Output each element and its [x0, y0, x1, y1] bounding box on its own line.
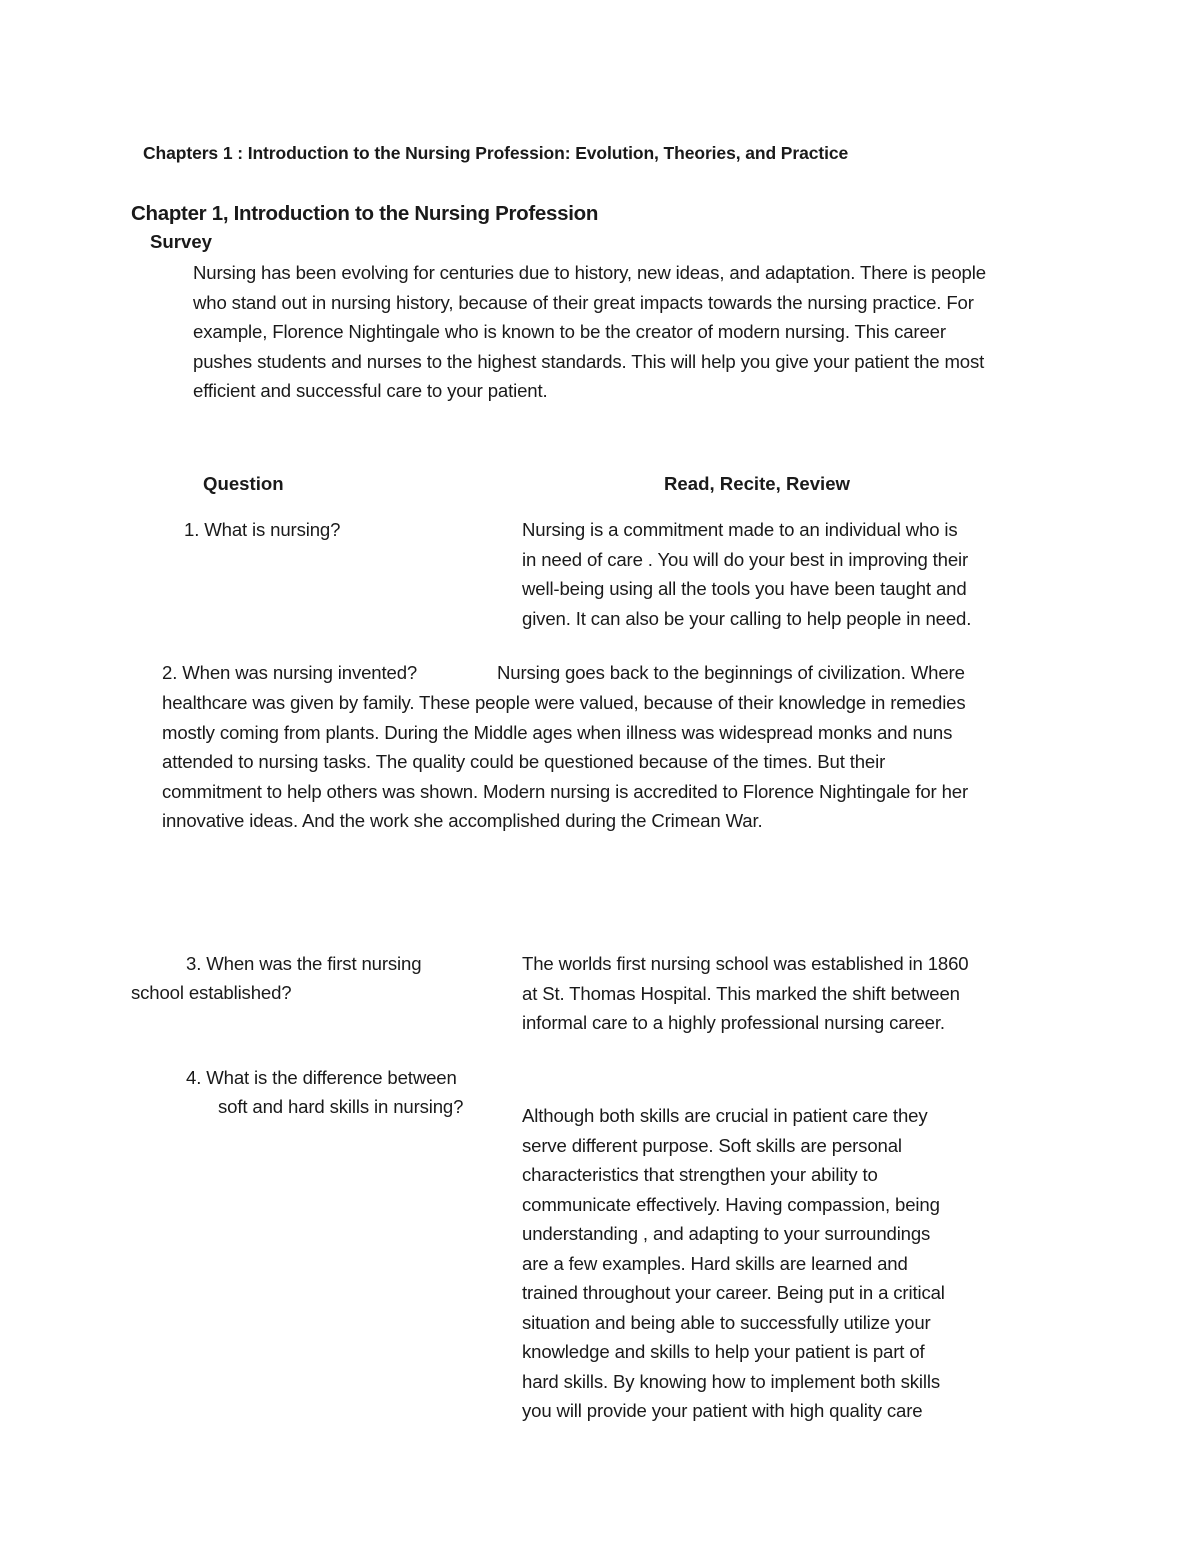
- question-2: 2. When was nursing invented?: [162, 662, 418, 683]
- survey-line: pushes students and nurses to the highest standards. This will help you give your patient the most: [193, 350, 985, 372]
- question-column-heading: Question: [203, 473, 284, 494]
- answer-line: healthcare was given by family. These people were valued, because of their knowledge in remedies: [162, 692, 966, 713]
- answer-line: innovative ideas. And the work she accomplished during the Crimean War.: [162, 810, 763, 831]
- answer-line: The worlds first nursing school was established in 1860: [522, 953, 969, 974]
- answer-line: hard skills. By knowing how to implement both skills: [522, 1370, 940, 1392]
- answer-4: [522, 1101, 945, 1426]
- answer-2: [162, 688, 968, 836]
- chapter-heading: Chapter 1, Introduction to the Nursing Profession: [131, 202, 599, 225]
- answer-line: understanding , and adapting to your surroundings: [522, 1223, 931, 1244]
- answer-line: characteristics that strengthen your ability to: [522, 1164, 878, 1185]
- answer-line: situation and being able to successfully utilize your: [522, 1311, 931, 1333]
- answer-line: well-being using all the tools you have been taught and: [522, 578, 967, 599]
- answer-line: you will provide your patient with high quality care: [522, 1400, 923, 1421]
- survey-label: Survey: [150, 231, 213, 252]
- answer-line: mostly coming from plants. During the Middle ages when illness was widespread monks and nuns: [162, 721, 953, 743]
- answer-2-first-line: Nursing goes back to the beginnings of civilization. Where: [497, 662, 965, 683]
- answer-line: given. It can also be your calling to help people in need.: [522, 607, 972, 629]
- survey-line: example, Florence Nightingale who is known to be the creator of modern nursing. This career: [193, 321, 946, 342]
- review-column-heading: Read, Recite, Review: [664, 473, 851, 494]
- question-1: 1. What is nursing?: [184, 519, 341, 540]
- answer-line: communicate effectively. Having compassion, being: [522, 1193, 940, 1215]
- answer-line: informal care to a highly professional nursing career.: [522, 1012, 945, 1033]
- answer-line: in need of care . You will do your best in improving their: [522, 548, 969, 570]
- survey-line: efficient and successful care to your patient.: [193, 380, 548, 401]
- answer-1: [522, 515, 971, 633]
- answer-line: are a few examples. Hard skills are learned and: [522, 1252, 908, 1274]
- answer-3: [522, 949, 969, 1038]
- question-4-line-2: soft and hard skills in nursing?: [218, 1096, 464, 1117]
- question-4-line-1: 4. What is the difference between: [186, 1067, 457, 1088]
- answer-line: Although both skills are crucial in patient care they: [522, 1105, 928, 1126]
- survey-line: who stand out in nursing history, because of their great impacts towards the nursing practice. For: [193, 291, 974, 313]
- answer-line: attended to nursing tasks. The quality could be questioned because of the times. But their: [162, 751, 886, 772]
- answer-line: Nursing is a commitment made to an individual who is: [522, 519, 958, 540]
- question-3-line-1: 3. When was the first nursing: [186, 953, 422, 974]
- question-3-line-2: school established?: [131, 982, 292, 1003]
- survey-line: Nursing has been evolving for centuries due to history, new ideas, and adaptation. There is people: [193, 262, 986, 283]
- document-title: Chapters 1 : Introduction to the Nursing Profession: Evolution, Theories, and Practice: [143, 143, 849, 163]
- answer-line: commitment to help others was shown. Modern nursing is accredited to Florence Nightingale for her: [162, 780, 969, 802]
- answer-line: at St. Thomas Hospital. This marked the shift between: [522, 982, 960, 1004]
- answer-line: knowledge and skills to help your patient is part of: [522, 1341, 925, 1362]
- answer-line: serve different purpose. Soft skills are personal: [522, 1134, 902, 1156]
- survey-paragraph: [193, 258, 986, 406]
- answer-line: trained throughout your career. Being put in a critical: [522, 1282, 945, 1303]
